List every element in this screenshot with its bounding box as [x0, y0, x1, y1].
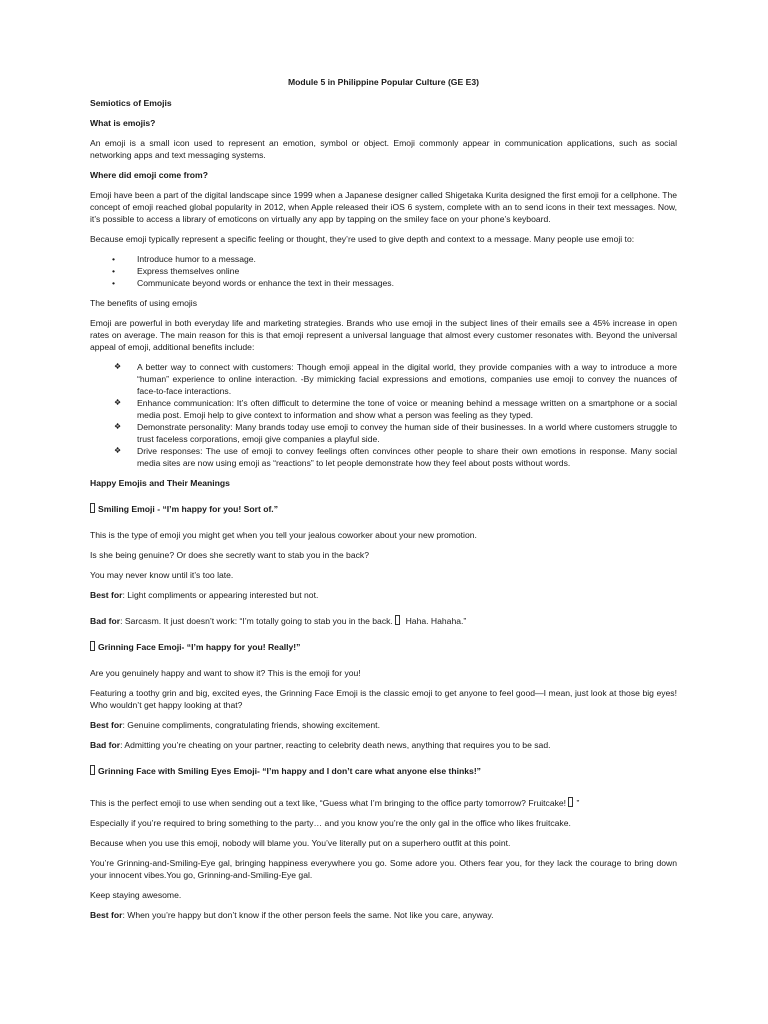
grinning-best-for: Best for: Genuine compliments, congratulating friends, showing excitement.	[90, 720, 380, 730]
bullet-icon: •	[112, 254, 116, 264]
list-item: ❖ Drive responses: The use of emoji to convey feelings often convinces other people to share their own emotions in response. Many social media sites are now using emoji as “reactions” to let people demonstrate how they feel about posts without words.	[114, 446, 677, 468]
missing-glyph-icon	[90, 765, 95, 775]
heading-happy-emojis: Happy Emojis and Their Meanings	[90, 478, 230, 488]
bullet-icon: •	[112, 278, 116, 288]
missing-glyph-icon	[568, 797, 573, 807]
heading-smiling-emoji: Smiling Emoji - “I’m happy for you! Sort of.”	[90, 503, 677, 515]
diamond-bullet-icon: ❖	[114, 422, 122, 431]
uses-list	[90, 253, 677, 289]
smiling-paragraph-2: Is she being genuine? Or does she secretly want to stab you in the back?	[90, 550, 369, 560]
smiling-bad-for: Bad for: Sarcasm. It just doesn’t work: “I’m totally going to stab you in the back. Haha. Hahaha.”	[90, 616, 467, 626]
missing-glyph-icon	[90, 641, 95, 651]
grinning-bad-for: Bad for: Admitting you’re cheating on your partner, reacting to celebrity death news, anything that requires you to be sad.	[90, 740, 551, 750]
document-title: Module 5 in Philippine Popular Culture (GE E3)	[288, 77, 479, 87]
heading-benefits: The benefits of using emojis	[90, 298, 198, 308]
smiling-paragraph-3: You may never know until it’s too late.	[90, 570, 234, 580]
missing-glyph-icon	[90, 503, 95, 513]
diamond-bullet-icon: ❖	[114, 446, 122, 455]
paragraph-what: An emoji is a small icon used to represent an emotion, symbol or object. Emoji commonly appear in communication applications, such as social networking apps and text messaging systems.	[90, 138, 677, 160]
heading-grinning-emoji: Grinning Face Emoji- “I’m happy for you! Really!”	[90, 641, 677, 653]
grinning-eyes-best-for: Best for: When you’re happy but don’t know if the other person feels the same. Not like you care, anyway.	[90, 910, 494, 920]
paragraph-because: Because emoji typically represent a specific feeling or thought, they’re used to give depth and context to a message. Many people use emoji to:	[90, 234, 635, 244]
list-item: ❖ Demonstrate personality: Many brands today use emoji to convey the human side of their businesses. In a world where customers struggle to trust faceless corporations, emoji give companies a playful side.	[114, 422, 677, 444]
list-item: ❖ Enhance communication: It’s often difficult to determine the tone of voice or meaning behind a message written on a smartphone or a social media post. Emoji help to give context to information and show what a person was feeling as they typed.	[114, 398, 677, 420]
paragraph-where: Emoji have been a part of the digital landscape since 1999 when a Japanese designer called Shigetaka Kurita designed the first emoji for a cellphone. The concept of emoji reached global popularity in 2012, when Apple released their iOS 6 system, complete with an to send icons in their text messages. Now, it’s possible to access a library of emoticons on virtually any app by tapping on the smiley face on your phone’s keyboard.	[90, 190, 677, 224]
heading-where: Where did emoji come from?	[90, 170, 208, 180]
grinning-eyes-paragraph-2: Especially if you’re required to bring something to the party… and you know you’re the only gal in the office who likes fruitcake.	[90, 818, 571, 828]
list-item: ❖ A better way to connect with customers: Though emoji appeal in the digital world, they provide companies with a way to introduce a more “human” experience to online interaction. -By mimicking facial expressions and emotions, companies use emoji to convey the nuances of face-to-face interactions.	[114, 362, 677, 396]
list-item: • Introduce humor to a message.	[112, 254, 256, 264]
grinning-paragraph-1: Are you genuinely happy and want to show it? This is the emoji for you!	[90, 668, 361, 678]
grinning-eyes-paragraph-5: Keep staying awesome.	[90, 890, 182, 900]
document-body	[90, 76, 677, 929]
paragraph-benefits: Emoji are powerful in both everyday life and marketing strategies. Brands who use emoji in the subject lines of their emails see a 45% increase in open rates on average. The main reason for this is that emoji represent a universal language that almost every customer resonates with. Beyond the universal appeal of emoji, additional benefits include:	[90, 318, 677, 352]
missing-glyph-icon	[395, 615, 400, 625]
diamond-bullet-icon: ❖	[114, 398, 122, 407]
list-item: • Communicate beyond words or enhance the text in their messages.	[112, 278, 394, 288]
list-item: • Express themselves online	[112, 266, 240, 276]
heading-grinning-smiling-eyes-emoji: Grinning Face with Smiling Eyes Emoji- “I’m happy and I don’t care what anyone else thinks!”	[90, 765, 677, 777]
grinning-eyes-paragraph-3: Because when you use this emoji, nobody will blame you. You’ve literally put on a superhero outfit at this point.	[90, 838, 511, 848]
grinning-paragraph-2: Featuring a toothy grin and big, excited eyes, the Grinning Face Emoji is the classic emoji to get anyone to feel good—I mean, just look at those big eyes! Who wouldn’t get happy looking at that?	[90, 688, 677, 710]
smiling-best-for: Best for: Light compliments or appearing interested but not.	[90, 590, 319, 600]
heading-semiotics: Semiotics of Emojis	[90, 98, 172, 108]
grinning-eyes-paragraph-1: This is the perfect emoji to use when sending out a text like, “Guess what I’m bringing to the office party tomorrow? Fruitcake! ”	[90, 798, 580, 808]
heading-what: What is emojis?	[90, 118, 156, 128]
smiling-paragraph-1: This is the type of emoji you might get when you tell your jealous coworker about your new promotion.	[90, 530, 477, 540]
benefits-list	[90, 361, 677, 469]
grinning-eyes-paragraph-4: You’re Grinning-and-Smiling-Eye gal, bringing happiness everywhere you go. Some adore you. Others fear you, for they lack the courage to bring down your innocent vibes.You go, Grinning-and-Smiling-Eye gal.	[90, 858, 677, 880]
bullet-icon: •	[112, 266, 116, 276]
diamond-bullet-icon: ❖	[114, 362, 122, 371]
